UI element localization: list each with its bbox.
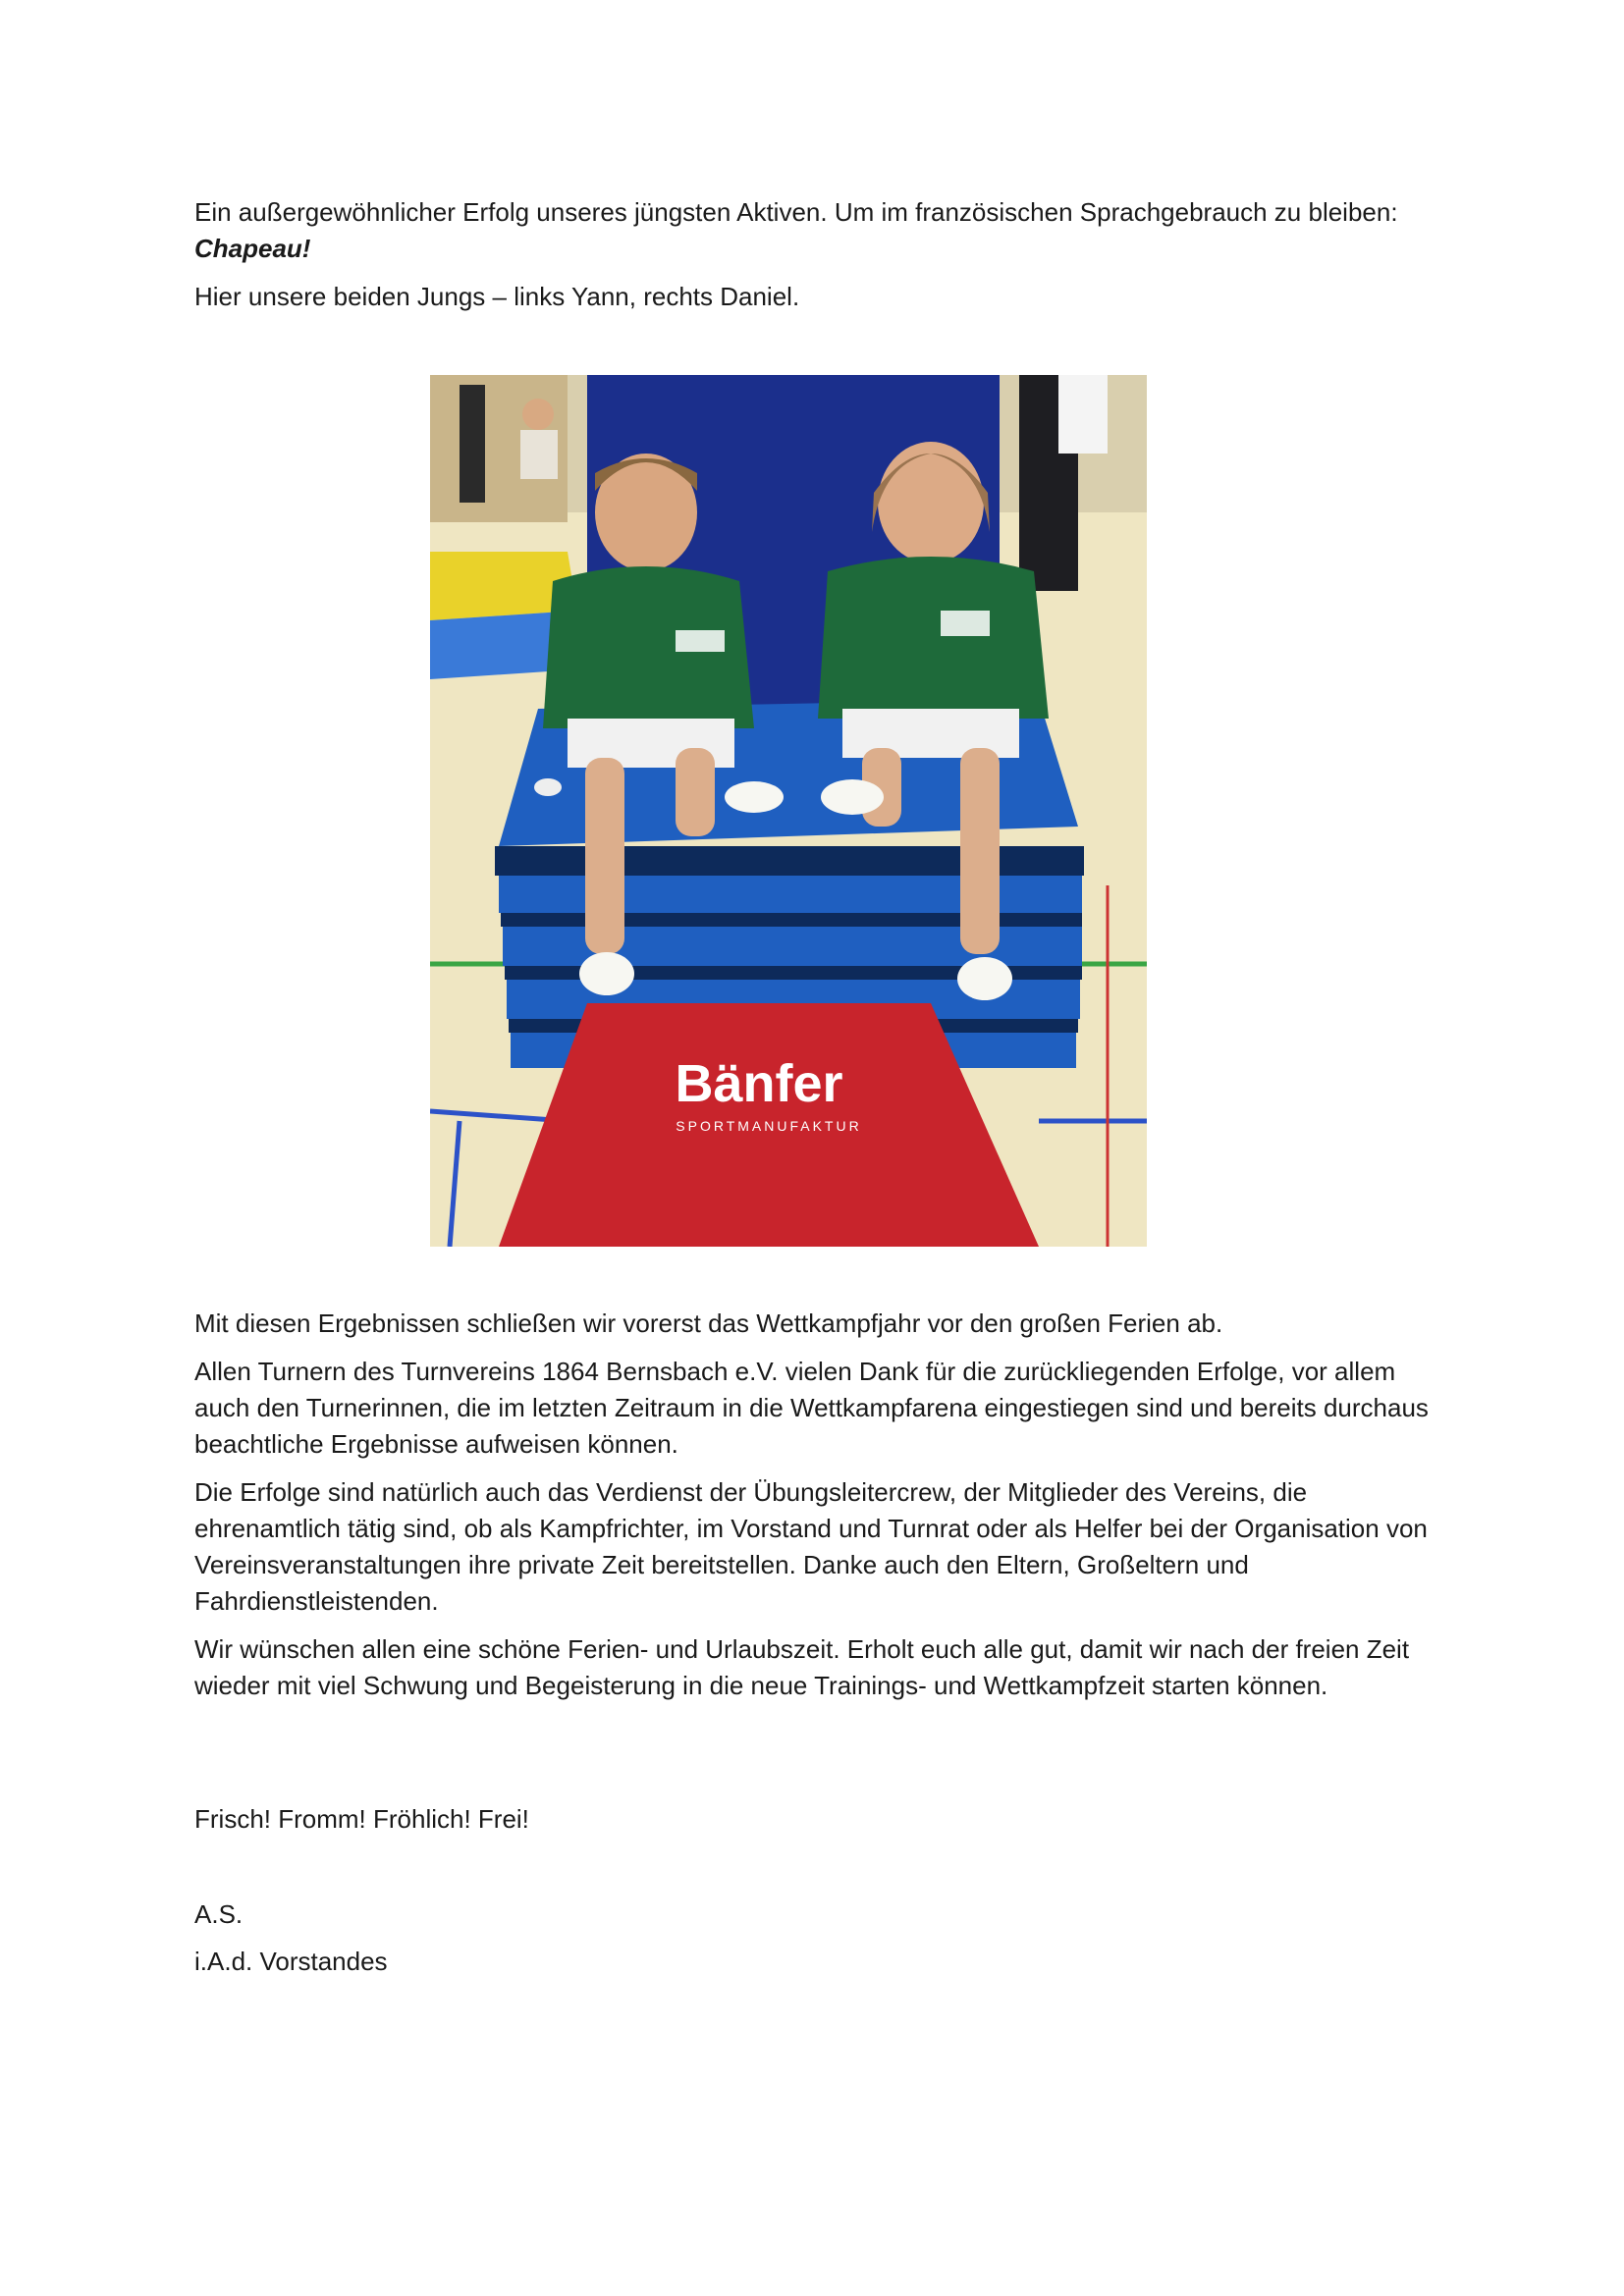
intro-paragraph-2: Hier unsere beiden Jungs – links Yann, rechts Daniel. bbox=[194, 282, 800, 311]
closing-section bbox=[194, 1306, 1432, 1704]
mat-brand-text: Bänfer bbox=[675, 1054, 843, 1113]
chapeau-emphasis: Chapeau! bbox=[194, 234, 311, 263]
signature-initials bbox=[194, 1896, 1432, 1933]
boy-right-sock-left bbox=[821, 779, 884, 815]
boy-left-leg-left bbox=[585, 758, 624, 954]
intro-text: Ein außergewöhnlicher Erfolg unseres jüngsten Aktiven. Um im französischen Sprachgebrauch zu bleiben: bbox=[194, 197, 1398, 227]
boy-right-club-crest bbox=[941, 611, 990, 636]
gymnasts-photo bbox=[430, 375, 1147, 1247]
boy-right-shorts bbox=[842, 709, 1019, 758]
closing-paragraph-2: Allen Turnern des Turnvereins 1864 Bernsbach e.V. vielen Dank für die zurückliegenden Erfolge, vor allem auch den Turnerinnen, die im letzten Zeitraum in die Wettkampfarena eingestiegen sind und bereits durchaus beachtliche Ergebnisse aufweisen können. bbox=[194, 1357, 1429, 1459]
boy-left-leg-right bbox=[676, 748, 715, 836]
intro-section bbox=[194, 194, 1432, 315]
boy-right-sock-right bbox=[957, 957, 1012, 1000]
role-text: i.A.d. Vorstandes bbox=[194, 1947, 388, 1976]
closing-paragraph-4: Wir wünschen allen eine schöne Ferien- und Urlaubszeit. Erholt euch alle gut, damit wir nach der freien Zeit wieder mit viel Schwung und Begeisterung in die neue Trainings- und Wettkampfzeit starten können. bbox=[194, 1634, 1410, 1700]
photo-illustration bbox=[430, 375, 1147, 1247]
motto-text: Frisch! Fromm! Fröhlich! Frei! bbox=[194, 1804, 529, 1834]
signature-role bbox=[194, 1944, 1432, 1980]
intro-paragraph-1 bbox=[194, 194, 1432, 267]
boy-left-club-crest bbox=[676, 630, 725, 652]
boy-right-leg-right bbox=[960, 748, 1000, 954]
boy-left-sock-right bbox=[725, 781, 784, 813]
spectator-head bbox=[522, 399, 554, 430]
club-motto bbox=[194, 1801, 1432, 1838]
boy-right-shirt bbox=[818, 557, 1049, 719]
mat-subtitle-text: SPORTMANUFAKTUR bbox=[676, 1118, 862, 1134]
initials-text: A.S. bbox=[194, 1899, 244, 1929]
closing-paragraph-1: Mit diesen Ergebnissen schließen wir vorerst das Wettkampfjahr vor den großen Ferien ab. bbox=[194, 1308, 1223, 1338]
boy-right-head bbox=[878, 442, 984, 563]
closing-paragraph-3: Die Erfolge sind natürlich auch das Verdienst der Übungsleitercrew, der Mitglieder des Vereins, die ehrenamtlich tätig sind, ob als Kampfrichter, im Vorstand und Turnrat oder als Helfer bei der Organisation von Vereinsveranstaltungen ihre private Zeit bereitstellen. Danke auch den Eltern, Großeltern und Fahrdienstleistenden. bbox=[194, 1477, 1428, 1616]
mat-label-sticker bbox=[534, 778, 562, 796]
person-right-shirt bbox=[1058, 375, 1108, 454]
boy-left-sock-left bbox=[579, 952, 634, 995]
spectator-left-figure bbox=[460, 385, 485, 503]
spectator-body bbox=[520, 430, 558, 479]
